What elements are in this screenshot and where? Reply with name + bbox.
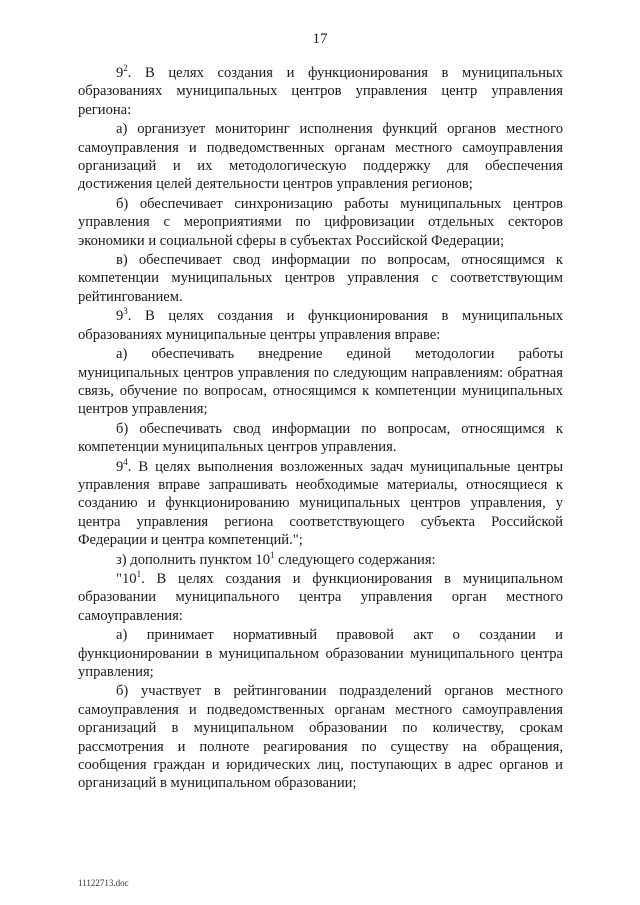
paragraph-9-3 — [78, 307, 563, 344]
clause-number: 9 — [116, 65, 124, 81]
clause-number: 9 — [116, 308, 124, 325]
clause-superscript: 2 — [123, 63, 128, 74]
subitem-b: б) обеспечивает синхронизацию работы муниципальных центров управления с мероприятиями по цифровизации отдельных секторов экономики и социальной сферы в субъектах Российской Федерации; — [78, 195, 563, 249]
clause-superscript: 1 — [136, 569, 142, 580]
subitem-v: в) обеспечивает свод информации по вопросам, относящимся к компетенции муниципальных центров управления с соответствующим рейтингованием. — [78, 252, 563, 305]
paragraph-text: . В целях создания и функционирования в муниципальном образовании муниципального центра управления орган местного самоуправления: — [78, 570, 563, 624]
paragraph-9-4 — [78, 458, 563, 550]
document-body — [78, 64, 563, 794]
paragraph-text: . В целях выполнения возложенных задач муниципальные центры управления вправе запрашивать необходимые материалы, относящиеся к созданию и функционированию муниципальных центров управления, у центра управления региона соответствующего субъекта Российской Федерации и центра компетенций."; — [78, 458, 563, 549]
paragraph-text: . В целях создания и функционирования в муниципальных образованиях муниципальных центров управления центр управления региона: — [78, 65, 563, 118]
clause-superscript: 4 — [123, 456, 128, 467]
subitem-a: а) обеспечивать внедрение единой методологии работы муниципальных центров управления по следующим направлениям: обратная связь, обучение по вопросам, относящимся к компетенции муниципальных центров управления; — [78, 346, 563, 418]
paragraph-10-1 — [78, 570, 563, 625]
subitem-b: б) обеспечивать свод информации по вопросам, относящимся к компетенции муниципальных центров управления. — [78, 420, 563, 456]
clause-number: 9 — [116, 458, 124, 475]
clause-superscript: 3 — [123, 306, 128, 317]
clause-number: "10 — [116, 570, 137, 587]
paragraph-9-2 — [78, 64, 563, 119]
paragraph-text: . В целях создания и функционирования в муниципальных образованиях муниципальные центры управления вправе: — [78, 308, 563, 343]
document-file-reference: 11122713.doc — [78, 878, 129, 888]
clause-superscript: 1 — [270, 549, 275, 560]
page-number: 17 — [312, 31, 328, 47]
amendment-text: з) дополнить пунктом 10 — [116, 551, 270, 568]
amendment-z — [78, 551, 563, 569]
amendment-text-tail: следующего содержания: — [274, 551, 436, 568]
subitem-a: а) организует мониторинг исполнения функций органов местного самоуправления и подведомственных органам местного самоуправления организаций и их методологическую поддержку для обеспечения достижения целей деятельности центров управления регионов; — [78, 121, 563, 193]
subitem-b: б) участвует в рейтинговании подразделений органов местного самоуправления и подведомственных органам местного самоуправления организаций в муниципальном образовании по количеству, срокам рассмотрения и полноте реагирования по существу на обращения, сообщения граждан и юридических лиц, поступающих в адрес органов и организаций в муниципальном образовании; — [78, 683, 563, 792]
subitem-a: а) принимает нормативный правовой акт о создании и функционировании в муниципальном образовании муниципального центра управления; — [78, 627, 563, 680]
